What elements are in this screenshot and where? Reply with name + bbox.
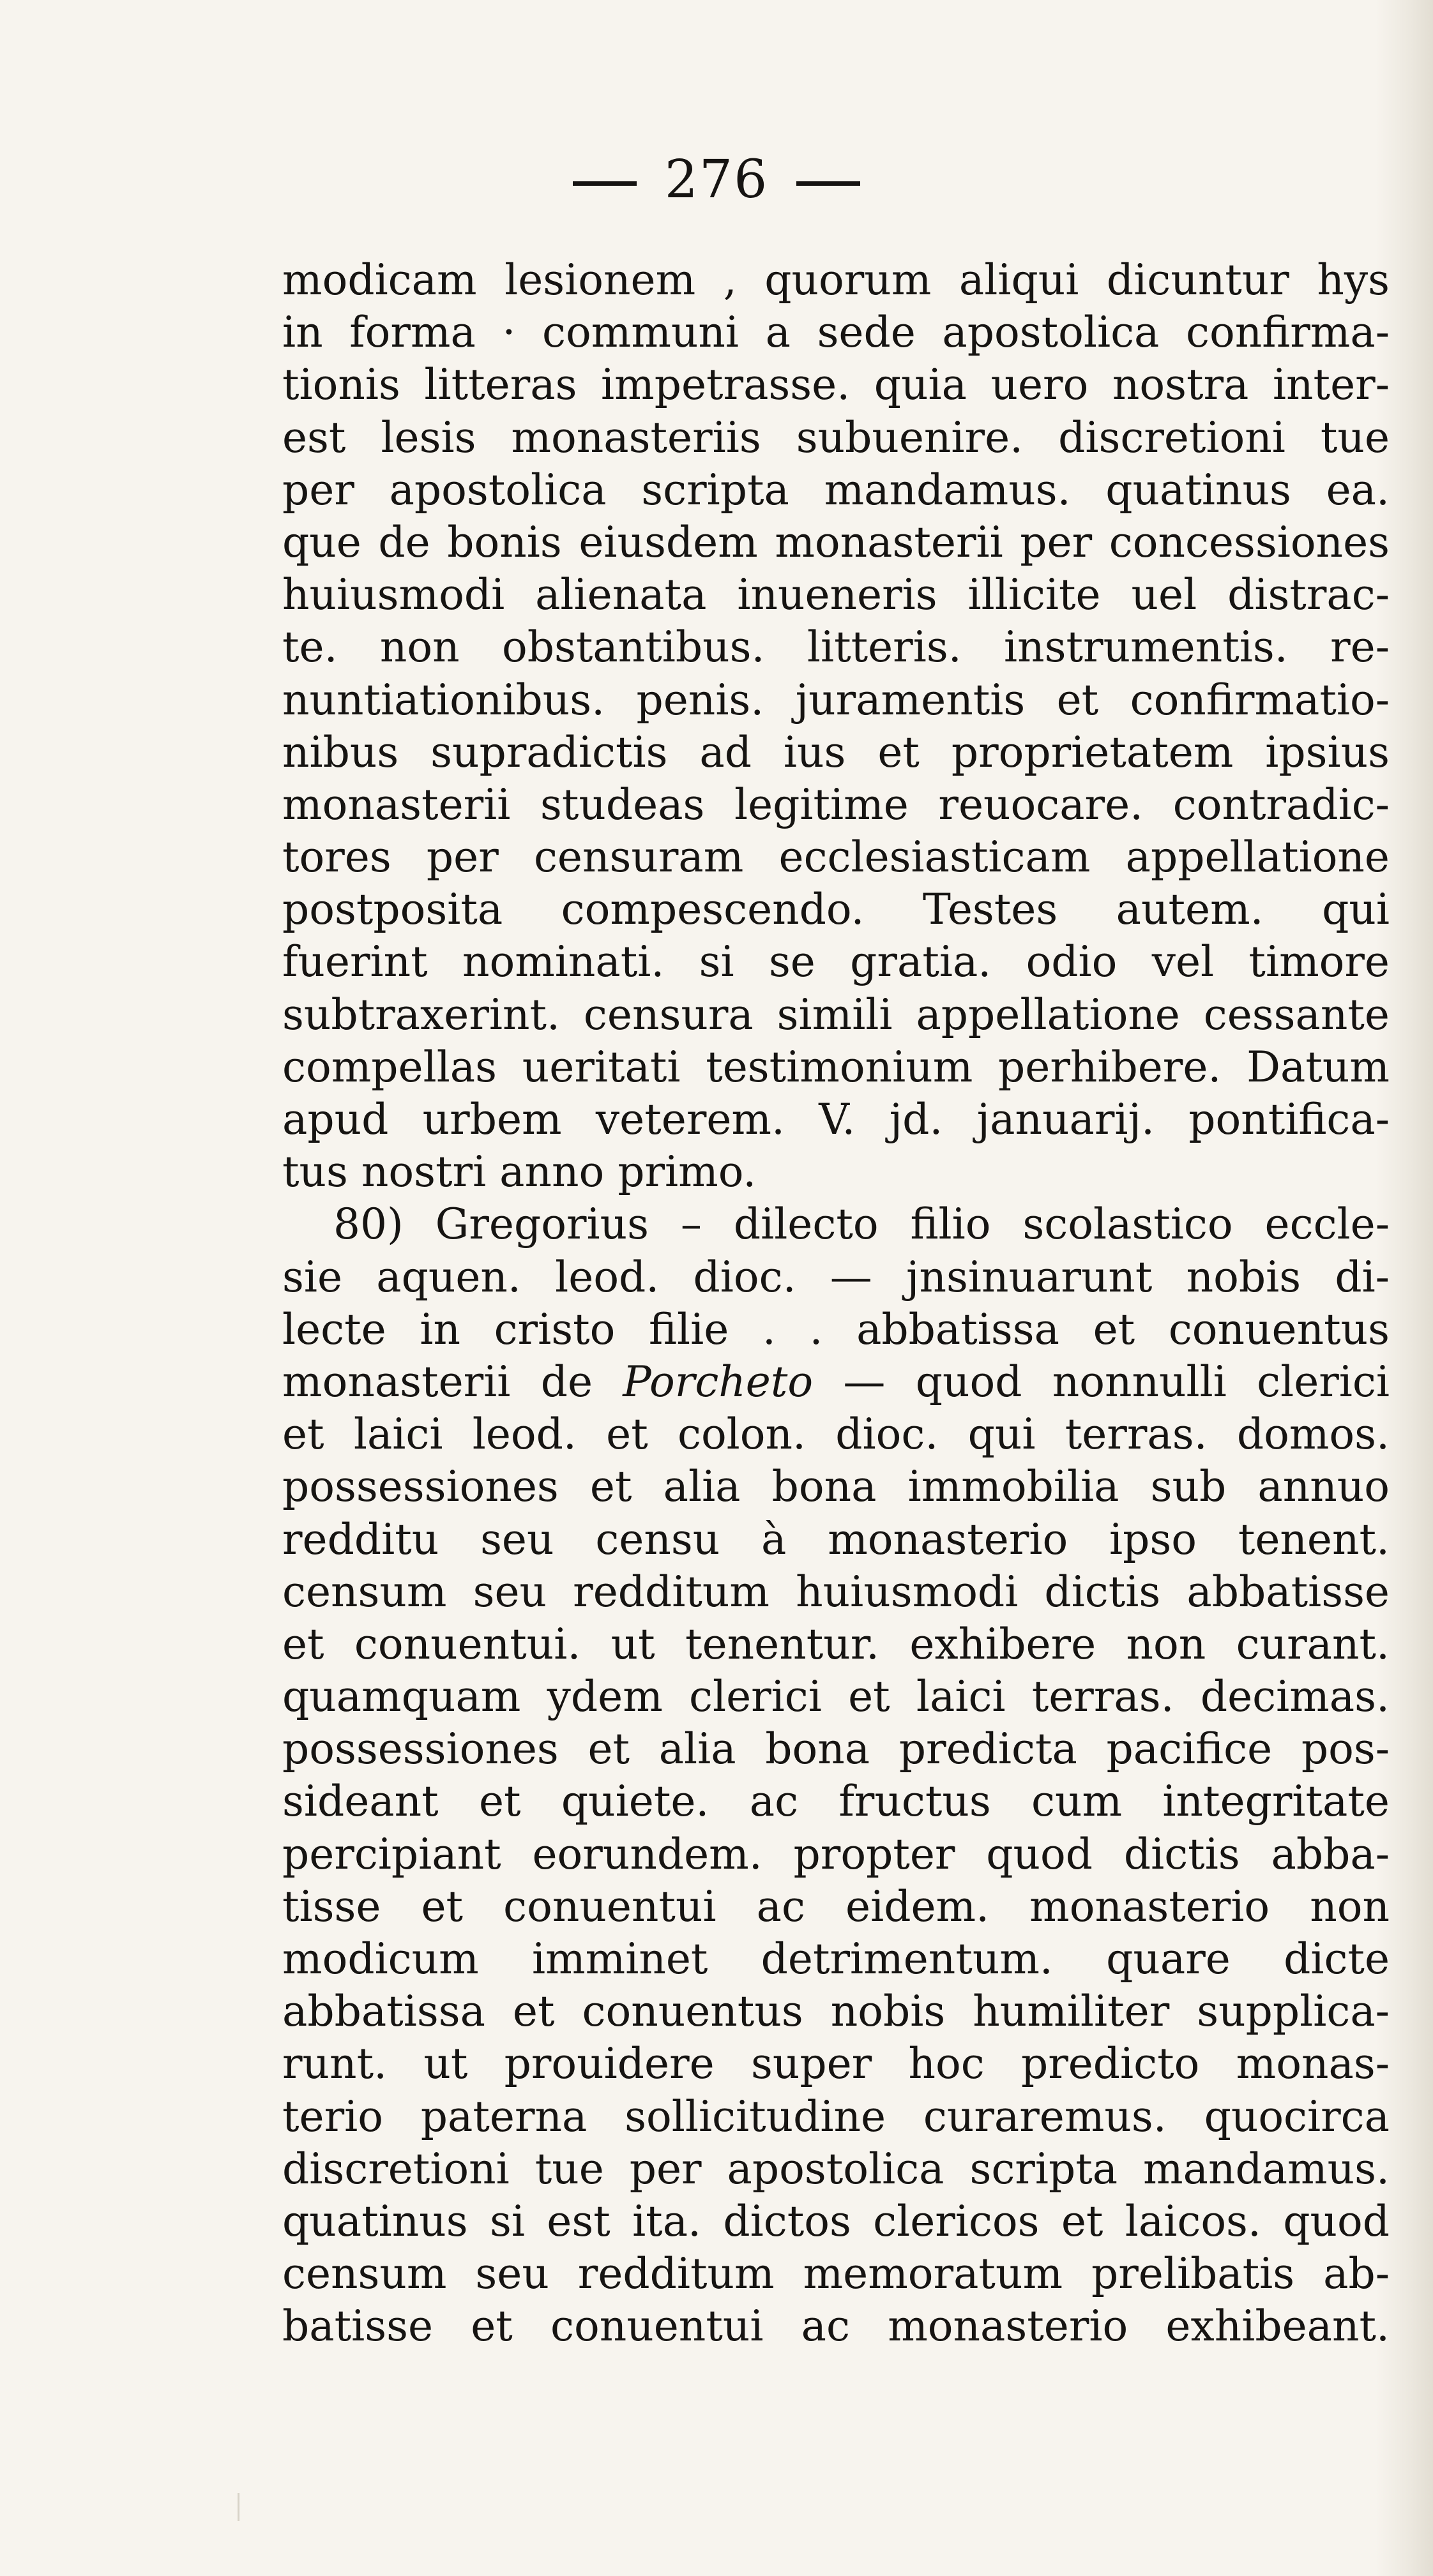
scan-artifact-mark bbox=[238, 2493, 239, 2521]
text-line: compellas ueritati testimonium perhibere. Datum bbox=[282, 1042, 1390, 1092]
text-line: modicam lesionem , quorum aliqui dicuntur hys bbox=[282, 255, 1390, 305]
text-line-porcheto bbox=[282, 1356, 1390, 1408]
place-name-italic: Porcheto bbox=[623, 1357, 814, 1406]
place-prefix: monasterii de bbox=[282, 1357, 623, 1406]
text-line: redditu seu censu à monasterio ipso tenent. bbox=[282, 1514, 1390, 1564]
text-line: abbatissa et conuentus nobis humiliter supplica- bbox=[282, 1987, 1390, 2037]
text-line: tisse et conuentui ac eidem. monasterio non bbox=[282, 1881, 1390, 1931]
text-line: per apostolica scripta mandamus. quatinus ea. bbox=[282, 465, 1390, 515]
page-number: 276 bbox=[664, 149, 769, 210]
page-number-header bbox=[0, 148, 1433, 212]
folio-dash-left bbox=[573, 181, 637, 186]
text-line: sie aquen. leod. dioc. — jnsinuarunt nobis di- bbox=[282, 1252, 1390, 1302]
text-line: runt. ut prouidere super hoc predicto monas- bbox=[282, 2039, 1390, 2089]
folio-dash-right bbox=[796, 181, 860, 186]
text-line: nuntiationibus. penis. juramentis et confirmatio- bbox=[282, 675, 1390, 725]
text-line: in forma · communi a sede apostolica confirma- bbox=[282, 308, 1390, 358]
text-line: monasterii studeas legitime reuocare. contradic- bbox=[282, 780, 1390, 829]
text-line: quatinus si est ita. dictos clericos et laicos. quod bbox=[282, 2196, 1390, 2246]
text-line: subtraxerint. censura simili appellatione cessante bbox=[282, 990, 1390, 1039]
text-line: censum seu redditum huiusmodi dictis abbatisse bbox=[282, 1567, 1390, 1616]
text-line: apud urbem veterem. V. jd. januarij. pontifica- bbox=[282, 1095, 1390, 1144]
text-line: tionis litteras impetrasse. quia uero nostra inter- bbox=[282, 360, 1390, 410]
text-line: possessiones et alia bona immobilia sub annuo bbox=[282, 1462, 1390, 1512]
text-line: te. non obstantibus. litteris. instrumentis. re- bbox=[282, 622, 1390, 672]
text-line: et laici leod. et colon. dioc. qui terras. domos. bbox=[282, 1410, 1390, 1459]
text-line: lecte in cristo filie . . abbatissa et conuentus bbox=[282, 1304, 1390, 1354]
text-line: batisse et conuentui ac monasterio exhibeant. bbox=[282, 2301, 1390, 2351]
text-line: postposita compescendo. Testes autem. qui bbox=[282, 885, 1390, 935]
text-line-paragraph-end: tus nostri anno primo. bbox=[282, 1147, 757, 1197]
text-line: fuerint nominati. si se gratia. odio vel timore bbox=[282, 937, 1390, 987]
text-line: discretioni tue per apostolica scripta mandamus. bbox=[282, 2144, 1390, 2194]
text-line: possessiones et alia bona predicta pacifice pos- bbox=[282, 1724, 1390, 1774]
place-suffix: — quod nonnulli clerici bbox=[813, 1357, 1390, 1406]
text-line: nibus supradictis ad ius et proprietatem ipsius bbox=[282, 727, 1390, 777]
text-line: quamquam ydem clerici et laici terras. decimas. bbox=[282, 1672, 1390, 1722]
text-line-entry-80-start: 80) Gregorius – dilecto filio scolastico eccle- bbox=[333, 1200, 1390, 1249]
text-line: percipiant eorundem. propter quod dictis abba- bbox=[282, 1829, 1390, 1879]
body-text bbox=[282, 254, 1390, 2353]
text-line: et conuentui. ut tenentur. exhibere non curant. bbox=[282, 1619, 1390, 1669]
text-line: est lesis monasteriis subuenire. discretioni tue bbox=[282, 412, 1390, 462]
text-line: censum seu redditum memoratum prelibatis ab- bbox=[282, 2249, 1390, 2299]
text-line: que de bonis eiusdem monasterii per concessiones bbox=[282, 517, 1390, 567]
text-line: terio paterna sollicitudine curaremus. quocirca bbox=[282, 2091, 1390, 2141]
text-line: modicum imminet detrimentum. quare dicte bbox=[282, 1934, 1390, 1984]
text-line: sideant et quiete. ac fructus cum integritate bbox=[282, 1777, 1390, 1827]
text-line: tores per censuram ecclesiasticam appellatione bbox=[282, 832, 1390, 882]
text-line: huiusmodi alienata inueneris illicite uel distrac- bbox=[282, 570, 1390, 620]
